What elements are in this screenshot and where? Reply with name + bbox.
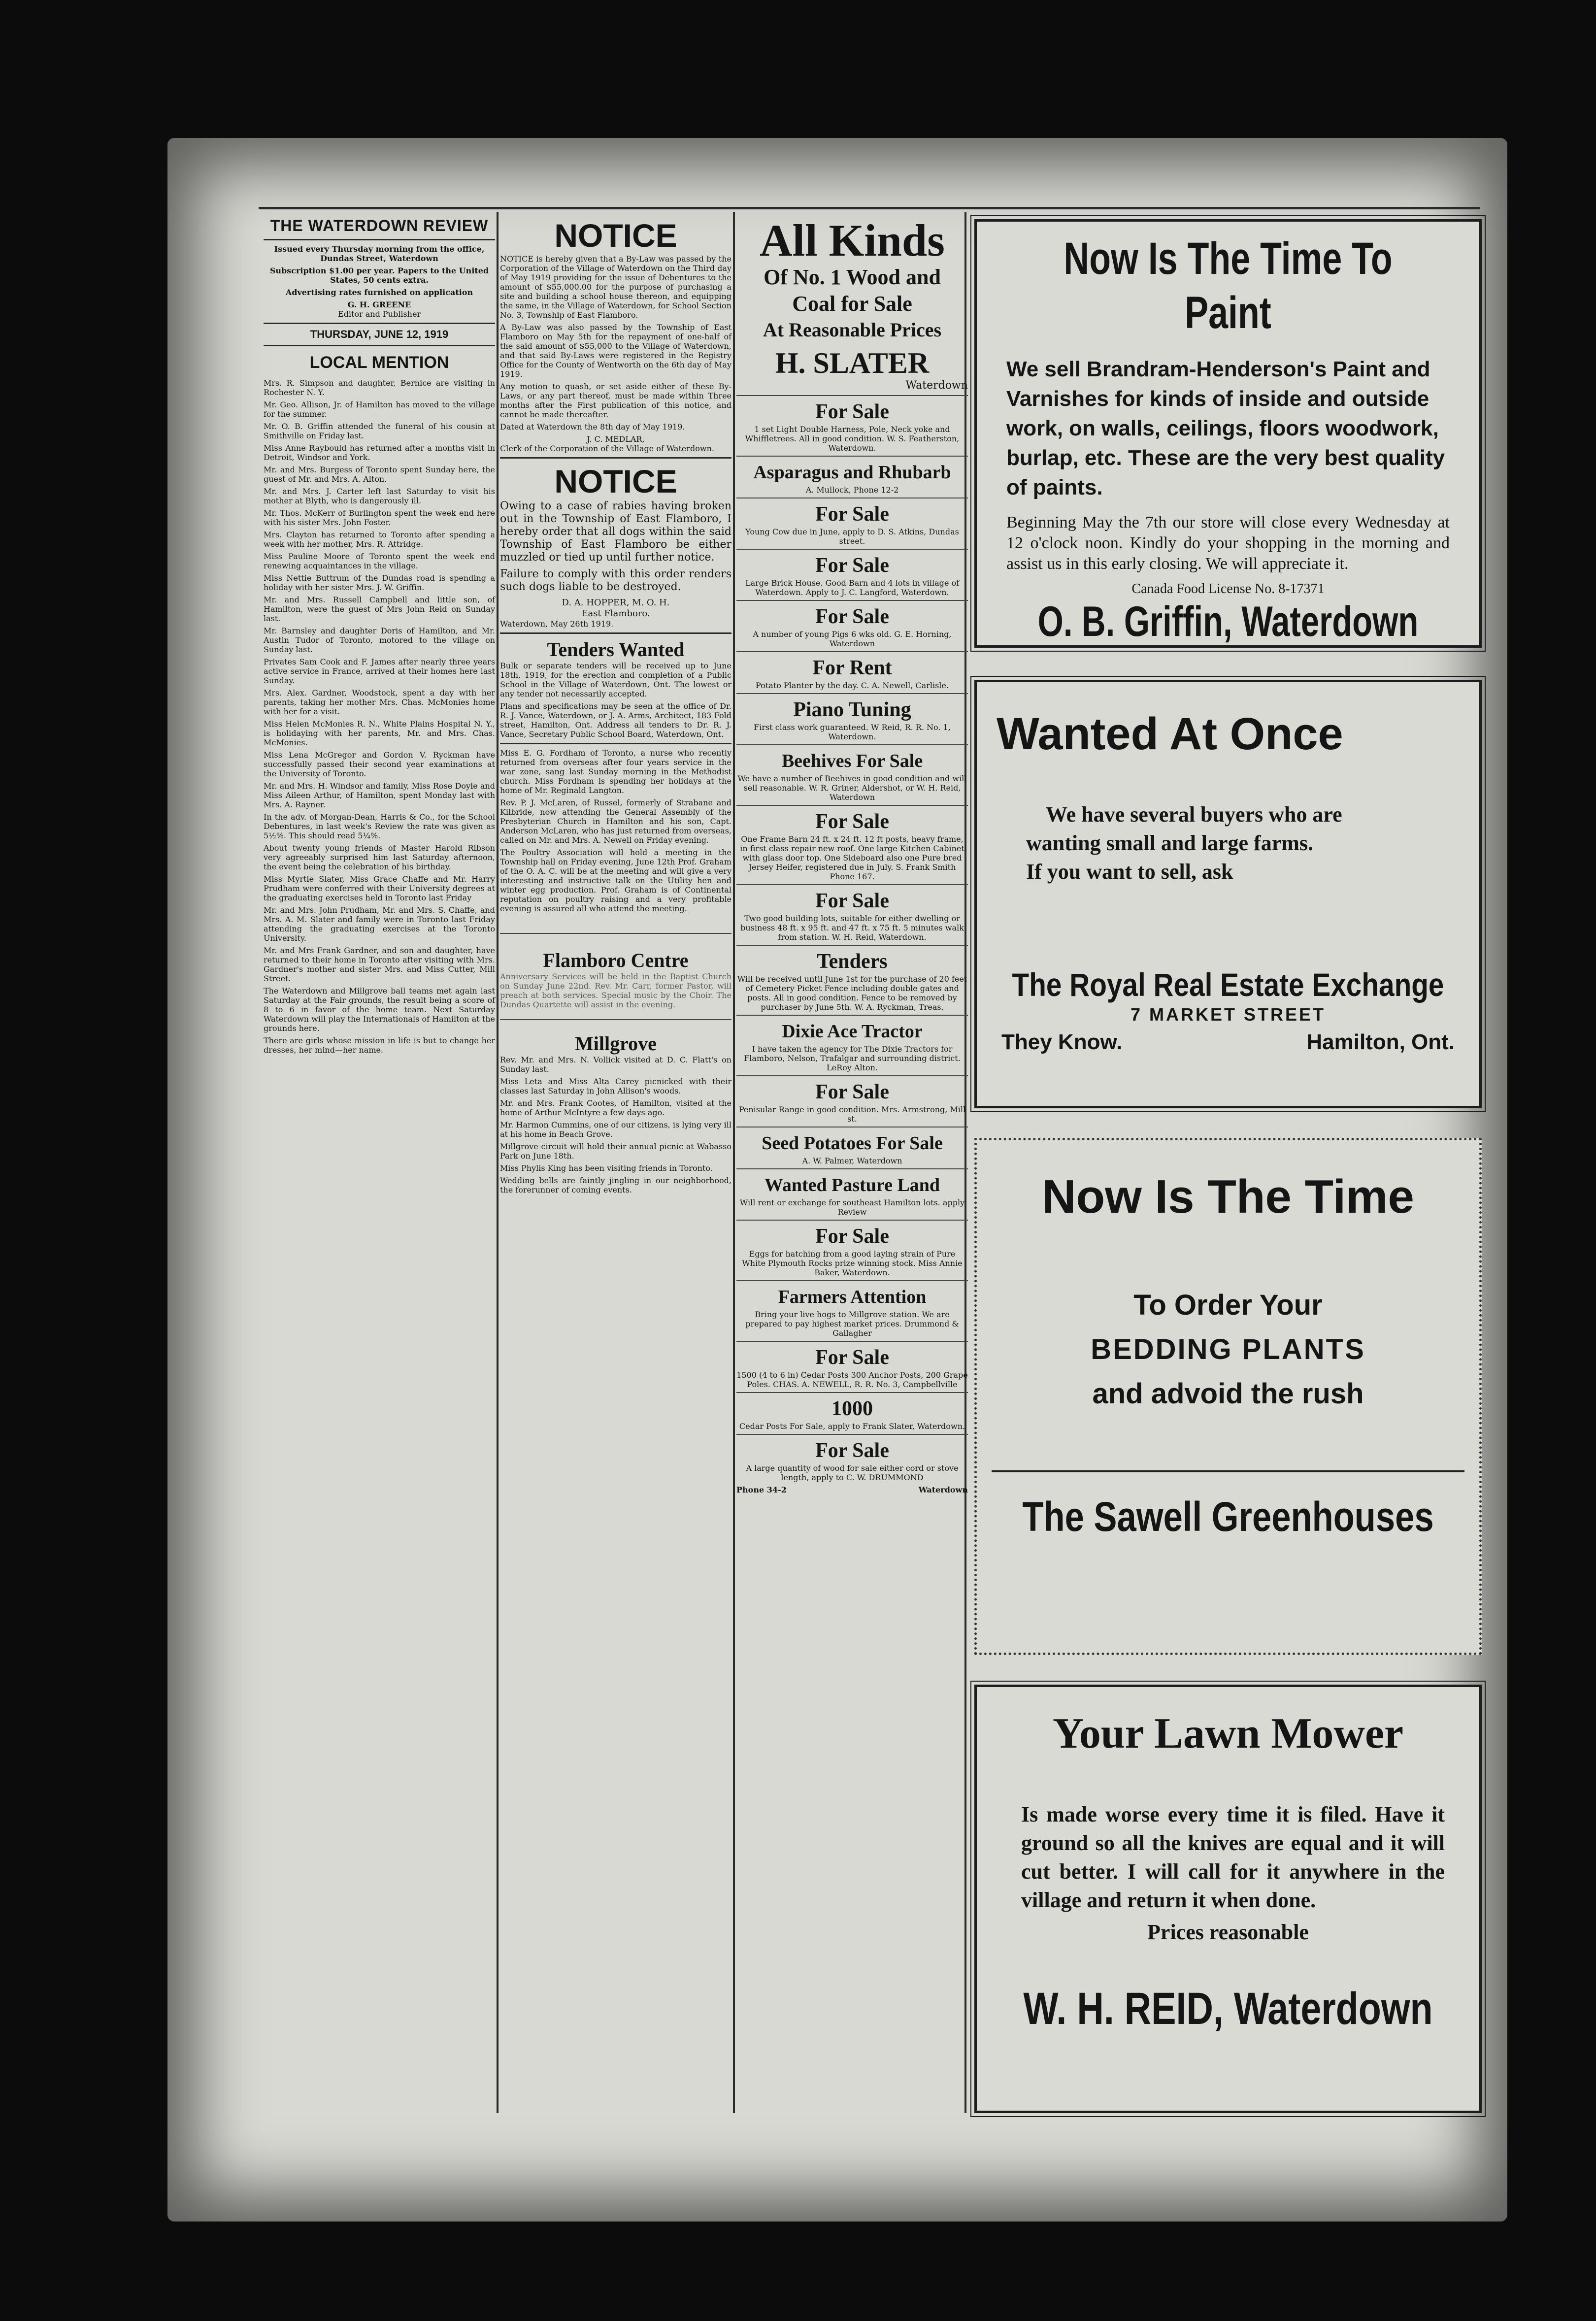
classified-ad [736, 497, 968, 546]
millgrove-list [500, 1055, 732, 1194]
classified-body: Penisular Range in good condition. Mrs. Armstrong, Mill st. [738, 1105, 966, 1124]
news-item: Mr. Thos. McKerr of Burlington spent the week end here with his sister Mrs. John Foster. [264, 508, 495, 527]
tenders-body2: Plans and specifications may be seen at the office of Dr. R. J. Vance, Waterdown, or J. A. Arms, Architect, 183 Fold street, Hamilton, Ont. Address all tenders to Dr. R. J. Vance, Secretary Public School Board, Waterdown, Ont. [500, 701, 732, 739]
notice2-body2: Failure to comply with this order renders such dogs liable to be destroyed. [500, 568, 732, 593]
classified-heading: For Sale [815, 890, 889, 912]
classified-heading: Asparagus and Rhubarb [753, 462, 951, 483]
notice1-signer-role: Clerk of the Corporation of the Village of Waterdown. [500, 444, 714, 453]
column-2 [500, 217, 732, 1197]
bedding-ad-name: The Sawell Greenhouses [1022, 1493, 1434, 1540]
news-item: Mr. and Mrs. John Prudham, Mr. and Mrs. S. Chaffe, and Mrs. A. M. Slater and family were in Toronto last Friday attending the graduating exercises at the Toronto University. [264, 905, 495, 943]
news-item: Miss Myrtle Slater, Miss Grace Chaffe and Mr. Harry Prudham were conferred with their University degrees at the graduating exercises held in Toronto last Friday [264, 874, 495, 902]
classified-heading: Seed Potatoes For Sale [762, 1133, 943, 1154]
news-item: About twenty young friends of Master Harold Ribson very agreeably surprised him last Saturday afternoon, the event being the celebration of his birthday. [264, 843, 495, 871]
classified-ad [736, 1127, 968, 1165]
news-item: Mr. O. B. Griffin attended the funeral of his cousin at Smithville on Friday last. [264, 422, 495, 440]
classified-body: First class work guaranteed. W Reid, R. R. No. 1, Waterdown. [754, 723, 951, 741]
classified-heading: Tenders [817, 950, 888, 973]
news-item: Mr. and Mrs Frank Gardner, and son and daughter, have returned to their home in Toronto after visiting with Mrs. Gardner's mother and sister Mrs. and Miss Cutter, Mill Street. [264, 946, 495, 983]
bedding-ad [974, 1138, 1482, 1655]
classified-ad [736, 1392, 968, 1431]
notice1-body3: Any motion to quash, or set aside either of these By-Laws, or any part thereof, must be made within Three months after the First publication of this notice, and cannot be made thereafter. [500, 382, 732, 419]
news-item: Miss Phylis King has been visiting friends in Toronto. [500, 1163, 713, 1173]
classified-ad [736, 1280, 968, 1338]
classified-ad [736, 456, 968, 495]
drummond-place: Waterdown [918, 1485, 968, 1494]
column-rule-1 [497, 212, 499, 2113]
classified-body: A. W. Palmer, Waterdown [802, 1156, 902, 1165]
classified-body: Young Cow due in June, apply to D. S. Atkins, Dundas street. [745, 527, 959, 546]
notice2-signer: D. A. HOPPER, M. O. H. [562, 597, 670, 608]
top-rule [259, 207, 1480, 209]
column-3 [736, 217, 968, 1497]
real-estate-right: Hamilton, Ont. [1306, 1030, 1455, 1054]
bedding-ad-l2: BEDDING PLANTS [1091, 1333, 1365, 1365]
news-item: Mrs. Alex. Gardner, Woodstock, spent a day with her parents, taking her mother Mrs. Chas. McMonies home with her for a visit. [264, 688, 495, 716]
news-item: Miss Nettie Buttrum of the Dundas road is spending a holiday with her sister Mrs. J. W. Griffin. [264, 573, 495, 592]
classified-body: Large Brick House, Good Barn and 4 lots in village of Waterdown. Apply to J. C. Langford, Waterdown. [745, 578, 960, 597]
tenders-heading: Tenders Wanted [547, 638, 685, 661]
classified-heading: Piano Tuning [793, 698, 911, 721]
slater-line3: Coal for Sale [792, 292, 912, 316]
classified-ad [736, 693, 968, 741]
classified-body: Cedar Posts For Sale, apply to Frank Slater, Waterdown. [739, 1422, 965, 1431]
classified-ad [736, 600, 968, 648]
masthead-editor-role: Editor and Publisher [337, 309, 421, 319]
real-estate-ad [974, 680, 1482, 1108]
column-rule-2 [733, 212, 735, 2113]
notice2-heading: NOTICE [554, 463, 677, 499]
classified-ad [736, 549, 968, 597]
newspaper-page [167, 138, 1507, 2222]
real-estate-name: The Royal Real Estate Exchange [1012, 966, 1444, 1003]
classified-heading: 1000 [831, 1397, 873, 1420]
classified-body: I have taken the agency for The Dixie Tractors for Flamboro, Nelson, Trafalgar and surrounding district. LeRoy Alton. [744, 1044, 961, 1072]
classified-ad [736, 395, 968, 453]
news-item: Millgrove circuit will hold their annual picnic at Wabasso Park on June 18th. [500, 1142, 732, 1160]
classified-body: 1 set Light Double Harness, Pole, Neck yoke and Whiffletrees. All in good condition. W. S. Featherston, Waterdown. [745, 425, 960, 453]
drummond-footer [736, 1485, 968, 1497]
classified-heading: For Sale [815, 400, 889, 423]
classified-heading: For Sale [815, 1225, 889, 1248]
news-item: Mr. Harmon Cummins, one of our citizens, is lying very ill at his home in Beach Grove. [500, 1120, 732, 1139]
real-estate-footer [1001, 1030, 1455, 1055]
issue-date: THURSDAY, JUNE 12, 1919 [310, 328, 449, 340]
lawn-mower-name: W. H. REID, Waterdown [1023, 1984, 1433, 2034]
news-item: Miss Pauline Moore of Toronto spent the week end renewing acquaintances in the village. [264, 552, 495, 570]
news-item: Mr. and Mrs. Russell Campbell and little son, of Hamilton, were the guest of Mrs John Reid on Sunday last. [264, 595, 495, 623]
classified-body: 1500 (4 to 6 in) Cedar Posts 300 Anchor Posts, 200 Grape Poles. CHAS. A. NEWELL, R. R. No. 3, Campbellville [736, 1370, 968, 1389]
notice1-heading: NOTICE [554, 217, 677, 254]
real-estate-title: Wanted At Once [997, 709, 1343, 759]
column-1 [264, 217, 495, 1058]
paint-ad-name: O. B. Griffin, Waterdown [1037, 598, 1419, 645]
notice2-signer-place: East Flamboro. [581, 608, 650, 619]
paint-ad [974, 219, 1482, 648]
tenders-body: Bulk or separate tenders will be received up to June 18th, 1919, for the erection and completion of a Public School in the Village of Waterdown, Ont. The lowest or any tender not necessarily accepted. [500, 661, 732, 698]
masthead-editor: G. H. GREENE [347, 300, 411, 309]
real-estate-left: They Know. [1001, 1030, 1123, 1054]
classified-ad [736, 884, 968, 942]
classified-body: Will rent or exchange for southeast Hamilton lots. apply Review [739, 1198, 965, 1217]
paint-ad-body: We sell Brandram-Henderson's Paint and Varnishes for kinds of inside and outside work, on walls, ceilings, floors woodwork, burlap, etc. These are the very best quality of paints. [1006, 357, 1445, 499]
news-item: Mrs. R. Simpson and daughter, Bernice are visiting in Rochester N. Y. [264, 378, 495, 397]
paint-ad-title: Now Is The Time To Paint [1064, 233, 1393, 338]
classified-ad [736, 744, 968, 802]
classified-ad [736, 945, 968, 1012]
bedding-ad-l1: To Order Your [1133, 1289, 1323, 1321]
classified-list [736, 395, 968, 1482]
classified-ad [736, 1434, 968, 1482]
news-item: The Waterdown and Millgrove ball teams met again last Saturday at the Fair grounds, the result being a score of 8 to 6 in favor of the home team. Next Saturday Waterdown will play the Internationals of Hamilton at the grounds here. [264, 986, 495, 1033]
classified-heading: Farmers Attention [778, 1287, 927, 1307]
col2-news-list [500, 748, 732, 913]
classified-body: We have a number of Beehives in good condition and will sell reasonable. W. R. Griner, Aldershot, or W. H. Reid, Waterdown [737, 774, 967, 802]
notice1-signer: J. C. MEDLAR, [587, 434, 645, 444]
classified-body: Bring your live hogs to Millgrove station. We are prepared to pay highest market prices. Drummond & Gallagher [745, 1310, 959, 1338]
classified-body: One Frame Barn 24 ft. x 24 ft. 12 ft posts, heavy frame, in first class repair new roof. One large Kitchen Cabinet with glass door top. One Sideboard also one Pure bred Jersey Heifer, registered due in July. S. Frank Smith Phone 167. [740, 834, 964, 881]
real-estate-body2: wanting small and large farms. [1026, 831, 1313, 855]
classified-ad [736, 1015, 968, 1072]
news-item: Mr. and Mrs. H. Windsor and family, Miss Rose Doyle and Miss Aileen Arthur, of Hamilton, spent Monday last with Mrs. A. Rayner. [264, 781, 495, 809]
masthead-line3: Advertising rates furnished on application [285, 288, 473, 297]
slater-name: H. SLATER [775, 347, 930, 379]
news-item: Mrs. Clayton has returned to Toronto after spending a week with her mother, Mrs. R. Attridge. [264, 530, 495, 549]
classified-heading: Beehives For Sale [781, 751, 923, 771]
news-item: Mr. and Mrs. Burgess of Toronto spent Sunday here, the guest of Mr. and Mrs. A. Alton. [264, 465, 495, 484]
classified-body: A large quantity of wood for sale either cord or stove length, apply to C. W. DRUMMOND [746, 1463, 959, 1482]
classified-heading: Wanted Pasture Land [764, 1175, 940, 1195]
millgrove-heading: Millgrove [575, 1032, 657, 1055]
slater-line4: At Reasonable Prices [763, 319, 942, 341]
lawn-mower-prices: Prices reasonable [1147, 1920, 1309, 1944]
news-item: Miss E. G. Fordham of Toronto, a nurse who recently returned from overseas after four years service in the war zone, sang last Sunday morning in the Methodist church. Miss Fordham is spending her holidays at the home of Mr. Reginald Langton. [500, 748, 732, 795]
news-item: Miss Lena McGregor and Gordon V. Ryckman have successfully passed their second year examinations at the University of Toronto. [264, 750, 495, 778]
slater-line2: Of No. 1 Wood and [764, 265, 941, 289]
notice1-dated: Dated at Waterdown the 8th day of May 1919. [500, 422, 685, 431]
masthead-line2: Subscription $1.00 per year. Papers to the United States, 50 cents extra. [269, 266, 489, 285]
masthead-line1: Issued every Thursday morning from the office, Dundas Street, Waterdown [274, 244, 485, 263]
classified-ad [736, 1341, 968, 1389]
classified-body: A. Mullock, Phone 12-2 [805, 485, 899, 495]
notice1-body2: A By-Law was also passed by the Township of East Flamboro on May 5th for the repayment of one-half of the said amount of $55,000 to the Village of Waterdown, and that said By-Laws were registered in the Registry Office for the County of Wentworth on the 6th day of May 1919. [500, 323, 732, 379]
paint-ad-license: Canada Food License No. 8-17371 [1131, 581, 1325, 597]
local-mention-list [264, 378, 495, 1055]
news-item: Miss Leta and Miss Alta Carey picnicked with their classes last Saturday in John Allison's woods. [500, 1077, 732, 1095]
classified-body: Eggs for hatching from a good laying strain of Pure White Plymouth Rocks prize winning stock. Miss Annie Baker, Waterdown. [742, 1249, 963, 1277]
slater-ad [736, 217, 968, 391]
news-item: Rev. Mr. and Mrs. N. Vollick visited at D. C. Flatt's on Sunday last. [500, 1055, 732, 1074]
classified-heading: Dixie Ace Tractor [782, 1021, 923, 1042]
flamboro-heading: Flamboro Centre [543, 949, 689, 971]
classified-body: Two good building lots, suitable for either dwelling or business 48 ft. x 95 ft. and 47 ft. x 75 ft. 5 minutes walk from station. W. H. Reid, Waterdown. [740, 914, 964, 942]
lawn-mower-ad [974, 1685, 1482, 2113]
bedding-ad-title: Now Is The Time [1042, 1170, 1414, 1223]
news-item: Mr. Geo. Allison, Jr. of Hamilton has moved to the village for the summer. [264, 400, 495, 419]
notice1-body: NOTICE is hereby given that a By-Law was passed by the Corporation of the Village of Waterdown on the Third day of May 1919 providing for the issue of Debentures to the amount of $55,000.00 for the purpose of purchasing a site and building a school house thereon, and equipping the same, in the Village of Waterdown, for School Section No. 3, Township of East Flamboro. [500, 254, 732, 320]
classified-heading: For Sale [815, 1081, 889, 1103]
classified-ad [736, 1220, 968, 1277]
news-item: Mr. Barnsley and daughter Doris of Hamilton, and Mr. Austin Tudor of Toronto, motored to the village on Sunday last. [264, 626, 495, 654]
classified-body: Will be received until June 1st for the purchase of 20 feet of Cemetery Picket Fence including double gates and posts. All in good condition. Fence to be removed by purchaser by June 5th. W. A. Ryckman, Treas. [737, 974, 967, 1012]
news-item: In the adv. of Morgan-Dean, Harris & Co., for the School Debentures, in last week's Review the rate was given as 5½%. This should read 5¼%. [264, 812, 495, 840]
news-item: Miss Anne Raybould has returned after a months visit in Detroit, Windsor and York. [264, 443, 495, 462]
masthead-title: THE WATERDOWN REVIEW [270, 217, 489, 234]
classified-ad [736, 651, 968, 690]
classified-ad [736, 1075, 968, 1124]
news-item: Mr. and Mrs. J. Carter left last Saturday to visit his mother at Blyth, who is dangerously ill. [264, 487, 495, 505]
news-item: Mr. and Mrs. Frank Cootes, of Hamilton, visited at the home of Arthur McIntyre a few days ago. [500, 1098, 732, 1117]
news-item: There are girls whose mission in life is but to change her dresses, her mind—her name. [264, 1036, 495, 1055]
classified-heading: For Sale [815, 810, 889, 833]
classified-heading: For Sale [815, 503, 889, 526]
news-item: The Poultry Association will hold a meeting in the Township hall on Friday evening, June 12th Prof. Graham of the O. A. C. will be at the meeting and will give a very interesting and instructive talk on the Utility hen and winter egg production. Prof. Graham is of Continental reputation on poultry raising and a very profitable evening is assured all who attend the meeting. [500, 848, 732, 913]
classified-heading: For Sale [815, 1439, 889, 1462]
news-item: Privates Sam Cook and F. James after nearly three years active service in France, arrived at their homes here last Sunday. [264, 657, 495, 685]
classified-ad [736, 805, 968, 881]
classified-heading: For Sale [815, 1346, 889, 1369]
notice2-body: Owing to a case of rabies having broken out in the Township of East Flamboro, I hereby order that all dogs within the said Township of East Flamboro be either muzzled or tied up until further notice. [500, 500, 732, 564]
real-estate-body1: We have several buyers who are [1046, 802, 1342, 827]
classified-heading: For Rent [812, 657, 892, 679]
classified-ad [736, 1168, 968, 1217]
real-estate-body3: If you want to sell, ask [1026, 860, 1233, 884]
bedding-ad-l3: and advoid the rush [1092, 1378, 1364, 1410]
slater-place: Waterdown [905, 379, 968, 392]
real-estate-street: 7 MARKET STREET [1130, 1004, 1326, 1025]
local-mention-heading: LOCAL MENTION [309, 353, 449, 372]
classified-heading: For Sale [815, 605, 889, 628]
news-item: Wedding bells are faintly jingling in our neighborhood, the forerunner of coming events. [500, 1176, 732, 1194]
classified-body: Potato Planter by the day. C. A. Newell, Carlisle. [756, 681, 949, 690]
paint-ad-note: Beginning May the 7th our store will close every Wednesday at 12 o'clock noon. Kindly do your shopping in the morning and assist us in this early closing. We will appreciate it. [1006, 513, 1450, 573]
flamboro-body: Anniversary Services will be held in the Baptist Church on Sunday June 22nd. Rev. Mr. Carr, former Pastor, will preach at both services. Special music by the Choir. The Dundas Quartette will assist in the evening. [500, 972, 732, 1009]
lawn-mower-title: Your Lawn Mower [1052, 1710, 1404, 1757]
notice2-dated: Waterdown, May 26th 1919. [500, 619, 614, 629]
drummond-phone: Phone 34-2 [736, 1485, 787, 1494]
lawn-mower-body: Is made worse every time it is filed. Have it ground so all the knives are equal and it will cut better. I will call for it anywhere in the village and return it when done. [1021, 1802, 1445, 1912]
classified-heading: For Sale [815, 554, 889, 577]
news-item: Miss Helen McMonies R. N., White Plains Hospital N. Y., is holidaying with her parents, Mr. and Mrs. Chas. McMonies. [264, 719, 495, 747]
slater-line1: All Kinds [760, 215, 945, 265]
classified-body: A number of young Pigs 6 wks old. G. E. Horning, Waterdown [753, 630, 952, 648]
news-item: Rev. P. J. McLaren, of Russel, formerly of Strabane and Kilbride, now attending the General Assembly of the Presbyterian Church in Hamilton and his son, Capt. Anderson McLaren, who has just returned from overseas, called on Mr. and Mrs. A. Newell on Friday evening. [500, 798, 732, 845]
masthead [264, 217, 495, 346]
